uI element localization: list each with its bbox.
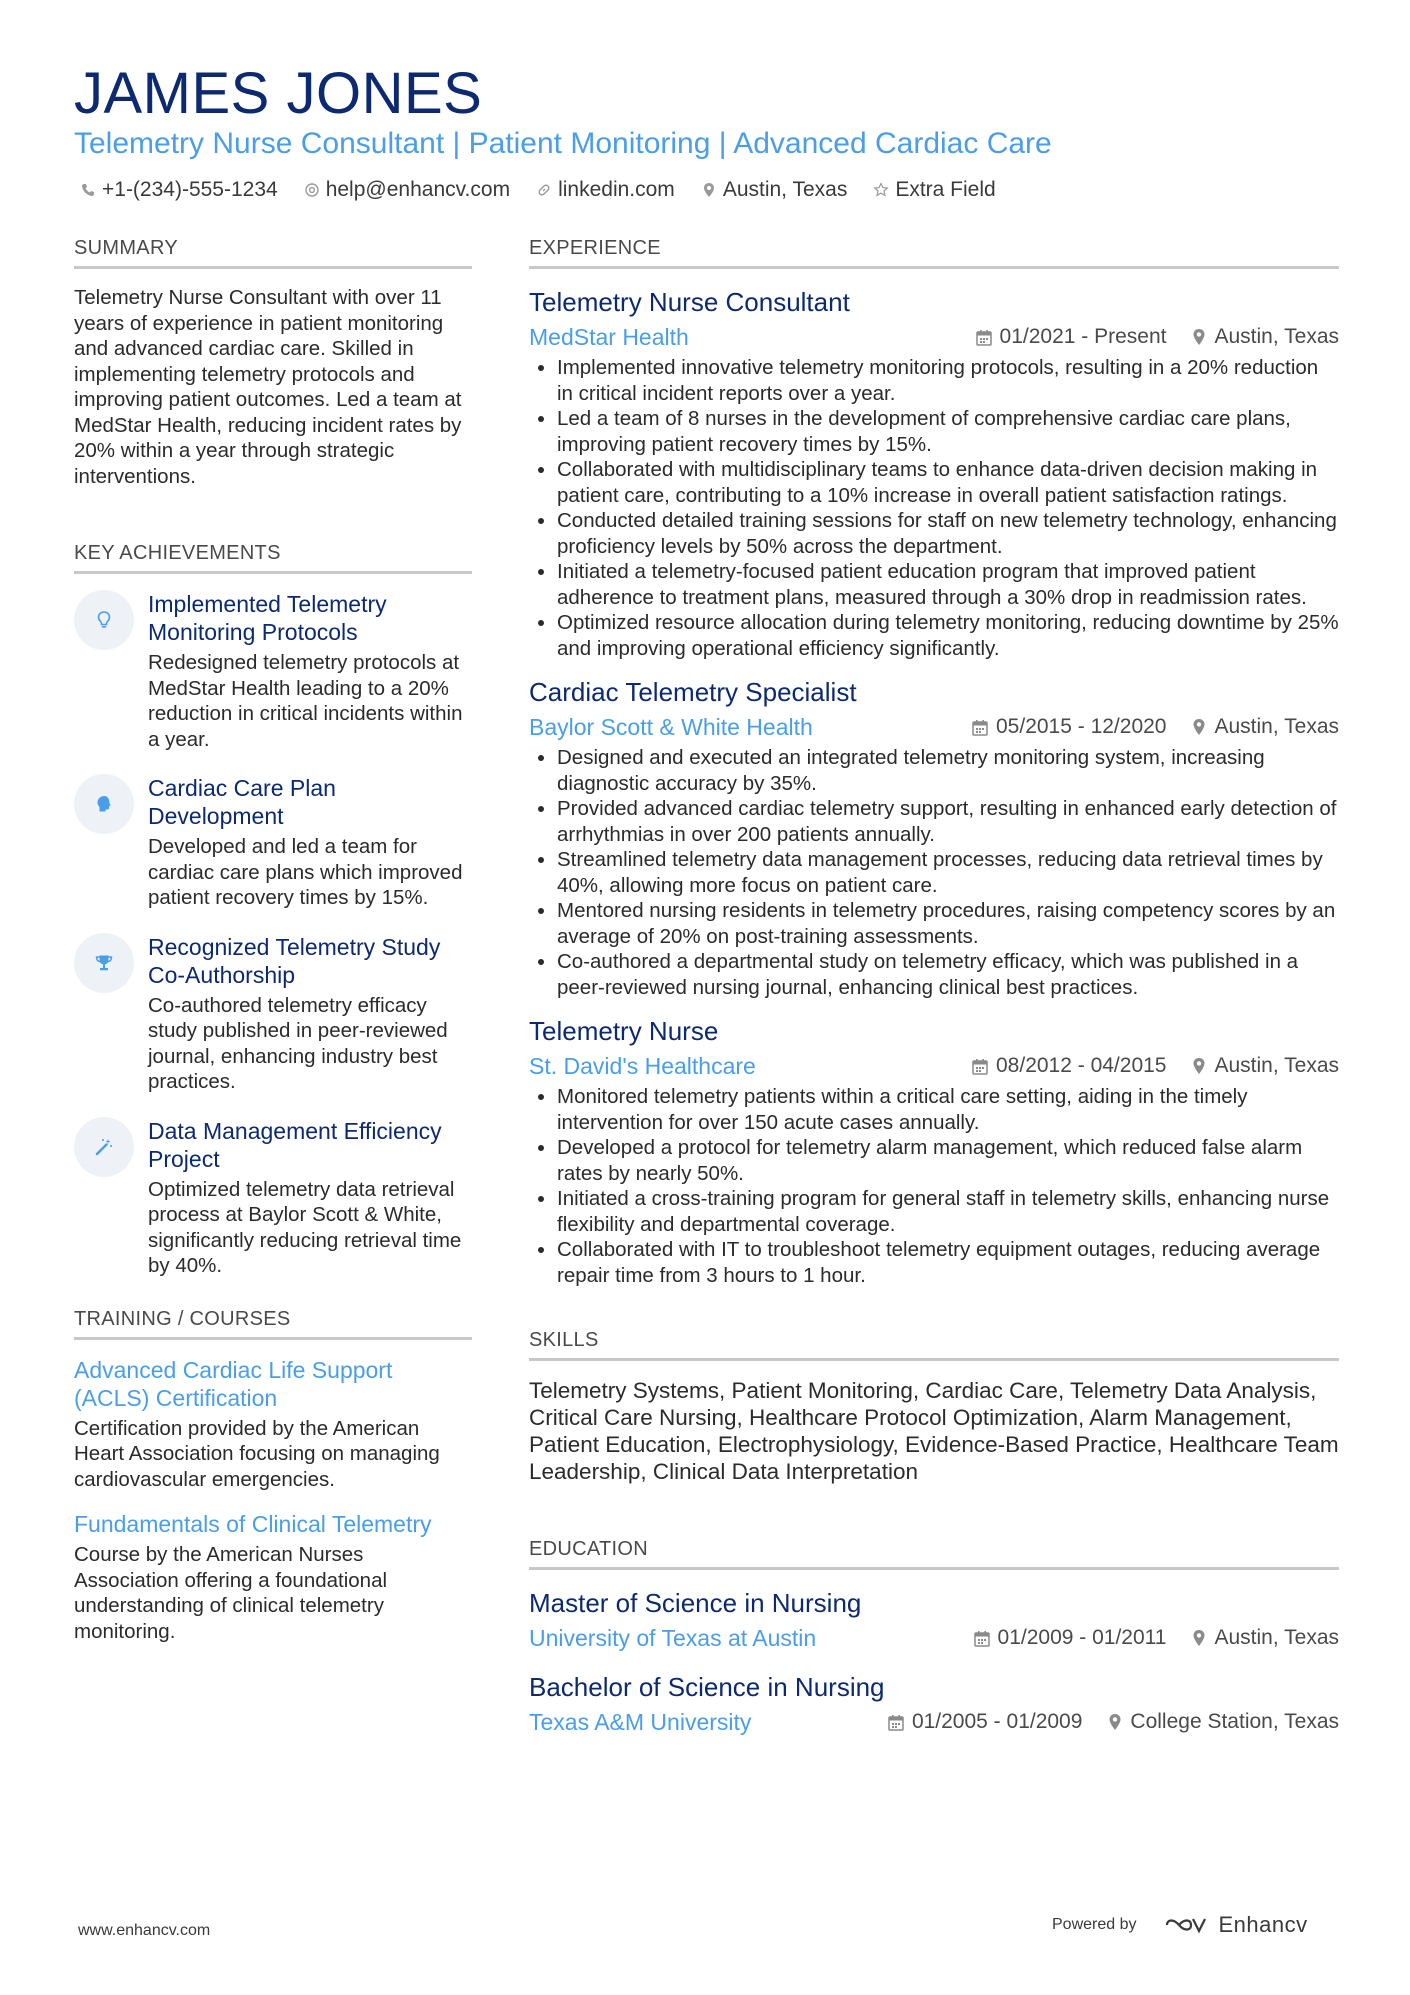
company-name: Baylor Scott & White Health <box>529 714 813 740</box>
contact-phone[interactable] <box>80 178 278 202</box>
contact-bar <box>80 178 1022 202</box>
brand-name: Enhancv <box>1218 1912 1308 1937</box>
calendar-icon <box>972 1058 988 1075</box>
job-bullets <box>529 1084 1339 1288</box>
location-icon <box>1192 328 1206 346</box>
phone-icon <box>80 182 96 198</box>
education-entry <box>529 1586 1339 1652</box>
bullet-item: • Initiated a cross-training program for general staff in telemetry skills, enhancing nurse flexibility and departmental coverage. <box>557 1186 1339 1237</box>
calendar-icon <box>888 1714 904 1731</box>
calendar-icon <box>976 329 992 346</box>
job-dates: 08/2012 - 04/2015 <box>996 1054 1167 1077</box>
section-title: SUMMARY <box>74 236 472 269</box>
job-dates: 05/2015 - 12/2020 <box>996 715 1167 738</box>
achievement-desc: Co-authored telemetry efficacy study published in peer-reviewed journal, enhancing industry best practices. <box>148 993 448 1093</box>
achievement-title: Data Management Efficiency Project <box>148 1117 442 1172</box>
trophy-icon <box>74 933 134 993</box>
job-location: Austin, Texas <box>1214 1054 1339 1077</box>
headline: Telemetry Nurse Consultant | Patient Monitoring | Advanced Cardiac Care <box>74 127 1052 160</box>
achievement-item <box>74 590 472 752</box>
bullet-item: • Designed and executed an integrated telemetry monitoring system, increasing diagnostic accuracy by 35%. <box>557 745 1339 796</box>
summary-text: Telemetry Nurse Consultant with over 11 years of experience in patient monitoring and advanced cardiac care. Skilled in implementing telemetry protocols and improving patient outcomes. Led a team at MedStar Health, reducing incident rates by 20% within a year through strategic interventions. <box>74 286 462 488</box>
job-title: Telemetry Nurse Consultant <box>529 287 850 317</box>
achievement-title: Implemented Telemetry Monitoring Protocols <box>148 591 387 645</box>
edu-location: Austin, Texas <box>1214 1626 1339 1649</box>
magic-wand-icon <box>74 1117 134 1177</box>
lightbulb-icon <box>74 590 134 650</box>
edu-dates: 01/2005 - 01/2009 <box>911 1710 1083 1733</box>
bullet-item: • Monitored telemetry patients within a critical care setting, aiding in the timely intervention for over 150 acute cases annually. <box>557 1084 1339 1135</box>
right-column <box>529 236 1339 1754</box>
achievements-section <box>74 541 472 1279</box>
course-item <box>74 1510 472 1644</box>
contact-extra <box>873 178 995 202</box>
bullet-item: • Developed a protocol for telemetry alarm management, which reduced false alarm rates by nearly 50%. <box>557 1135 1339 1186</box>
footer-branding[interactable] <box>1052 1912 1308 1938</box>
calendar-icon <box>972 719 988 736</box>
contact-email[interactable] <box>304 178 510 202</box>
section-title: EDUCATION <box>529 1537 1339 1570</box>
star-icon <box>873 182 889 198</box>
job-location: Austin, Texas <box>1214 325 1339 348</box>
course-desc: Course by the American Nurses Association offering a foundational understanding of clinical telemetry monitoring. <box>74 1543 388 1643</box>
job-title: Telemetry Nurse <box>529 1016 719 1046</box>
location-icon <box>1192 718 1206 736</box>
contact-location <box>701 178 848 202</box>
section-title: KEY ACHIEVEMENTS <box>74 541 472 574</box>
job-entry <box>529 675 1339 1000</box>
skills-text: Telemetry Systems, Patient Monitoring, Cardiac Care, Telemetry Data Analysis, Critical Care Nursing, Healthcare Protocol Optimization, Alarm Management, Patient Education, Electrophysiology, Evidence-Based Practice, Healthcare Team Leadership, Clinical Data Interpretation <box>529 1378 1339 1484</box>
school-name: Texas A&M University <box>529 1709 752 1735</box>
candidate-name: JAMES JONES <box>74 61 483 126</box>
location-icon <box>701 182 717 198</box>
skills-section <box>529 1328 1339 1485</box>
section-title: TRAINING / COURSES <box>74 1307 472 1340</box>
contact-text: +1-(234)-555-1234 <box>102 178 278 201</box>
degree-title: Bachelor of Science in Nursing <box>529 1672 885 1702</box>
bullet-item: • Conducted detailed training sessions for staff on new telemetry technology, enhancing proficiency levels by 50% across the department. <box>557 508 1339 559</box>
bullet-item: • Collaborated with IT to troubleshoot telemetry equipment outages, reducing average repair time from 3 hours to 1 hour. <box>557 1237 1339 1288</box>
degree-title: Master of Science in Nursing <box>529 1588 862 1618</box>
achievement-title: Cardiac Care Plan Development <box>148 775 336 829</box>
achievement-desc: Redesigned telemetry protocols at MedStar Health leading to a 20% reduction in critical incidents within a year. <box>148 651 463 751</box>
edu-dates: 01/2009 - 01/2011 <box>997 1626 1167 1649</box>
edu-location: College Station, Texas <box>1130 1710 1339 1733</box>
contact-text: help@enhancv.com <box>325 178 511 201</box>
bullet-item: • Led a team of 8 nurses in the development of comprehensive cardiac care plans, improving patient recovery times by 15%. <box>557 406 1339 457</box>
job-location: Austin, Texas <box>1214 715 1339 738</box>
footer-website[interactable]: www.enhancv.com <box>78 1922 211 1939</box>
education-section <box>529 1537 1339 1736</box>
location-icon <box>1192 1057 1206 1075</box>
achievement-item <box>74 774 472 911</box>
job-bullets <box>529 355 1339 661</box>
training-section <box>74 1307 472 1645</box>
contact-text: Austin, Texas <box>722 178 848 201</box>
achievement-desc: Optimized telemetry data retrieval process at Baylor Scott & White, significantly reducing retrieval time by 40%. <box>148 1177 462 1277</box>
company-name: MedStar Health <box>529 324 689 350</box>
bullet-item: • Mentored nursing residents in telemetry procedures, raising competency scores by an average of 20% on post-training assessments. <box>557 898 1339 949</box>
achievement-item <box>74 1117 472 1279</box>
job-entry <box>529 285 1339 661</box>
course-title: Advanced Cardiac Life Support (ACLS) Certification <box>74 1356 393 1411</box>
bullet-item: • Implemented innovative telemetry monitoring protocols, resulting in a 20% reduction in critical incident reports over a year. <box>557 355 1339 406</box>
course-desc: Certification provided by the American Heart Association focusing on managing cardiovascular emergencies. <box>74 1416 440 1491</box>
section-title: EXPERIENCE <box>529 236 1339 269</box>
job-entry <box>529 1014 1339 1288</box>
at-icon <box>304 182 320 198</box>
bullet-item: • Initiated a telemetry-focused patient education program that improved patient adherence to treatment plans, measured through a 30% drop in readmission rates. <box>557 559 1339 610</box>
contact-text: linkedin.com <box>558 178 675 201</box>
experience-section <box>529 236 1339 1288</box>
contact-text: Extra Field <box>895 178 996 201</box>
achievement-item <box>74 933 472 1095</box>
achievement-desc: Developed and led a team for cardiac care plans which improved patient recovery times by 15%. <box>148 835 463 909</box>
powered-by-label: Powered by <box>1052 1916 1137 1933</box>
company-name: St. David's Healthcare <box>529 1053 756 1079</box>
bullet-item: • Co-authored a departmental study on telemetry efficacy, which was published in a peer-reviewed nursing journal, enhancing clinical best practices. <box>557 949 1339 1000</box>
job-title: Cardiac Telemetry Specialist <box>529 677 857 707</box>
course-title: Fundamentals of Clinical Telemetry <box>74 1511 432 1537</box>
bullet-item: • Streamlined telemetry data management processes, reducing data retrieval times by 40%, allowing more focus on patient care. <box>557 847 1339 898</box>
location-icon <box>1192 1629 1206 1647</box>
bullet-item: • Provided advanced cardiac telemetry support, resulting in enhanced early detection of arrhythmias in over 200 patients annually. <box>557 796 1339 847</box>
left-column <box>74 236 472 1662</box>
summary-section <box>74 236 472 489</box>
education-entry <box>529 1670 1339 1736</box>
achievement-title: Recognized Telemetry Study Co-Authorship <box>148 933 441 988</box>
link-icon <box>536 182 552 198</box>
section-title: SKILLS <box>529 1328 1339 1361</box>
contact-linkedin[interactable] <box>536 178 675 202</box>
bullet-item: • Optimized resource allocation during telemetry monitoring, reducing downtime by 25% and improving operational efficiency significantly. <box>557 610 1339 661</box>
head-icon <box>74 774 134 834</box>
school-name: University of Texas at Austin <box>529 1625 817 1651</box>
enhancv-logo-icon <box>1163 1913 1211 1937</box>
bullet-item: • Collaborated with multidisciplinary teams to enhance data-driven decision making in patient care, contributing to a 10% increase in overall patient satisfaction ratings. <box>557 457 1339 508</box>
course-item <box>74 1356 472 1493</box>
job-bullets <box>529 745 1339 1000</box>
calendar-icon <box>974 1630 990 1647</box>
job-dates: 01/2021 - Present <box>999 325 1167 348</box>
location-icon <box>1108 1713 1122 1731</box>
